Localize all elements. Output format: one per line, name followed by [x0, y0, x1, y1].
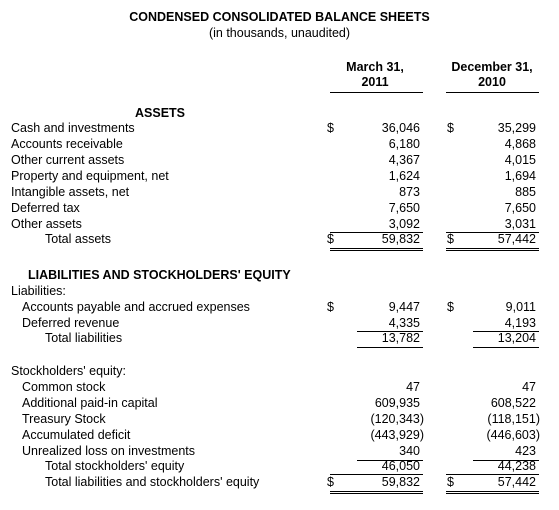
row-label: Other assets: [11, 217, 82, 231]
value-december: (446,603): [486, 428, 540, 442]
column-header-december-line2: 2010: [478, 75, 506, 89]
column-header-march-line2: 2011: [361, 75, 389, 89]
double-rule-december: [446, 491, 539, 492]
column-header-march-underline: [330, 92, 423, 93]
column-header-december-line1: December 31,: [451, 60, 533, 74]
currency-symbol: $: [327, 300, 334, 314]
subtotal-rule-march: [357, 347, 423, 348]
total-assets-label: Total assets: [45, 232, 112, 246]
double-rule-december: [446, 250, 539, 251]
value-march: 9,447: [388, 300, 420, 314]
row-label: Additional paid-in capital: [22, 396, 158, 410]
column-header-march-line1: March 31,: [346, 60, 404, 74]
row-label: Other current assets: [11, 153, 125, 167]
total-liabilities-december: 13,204: [497, 331, 536, 345]
total-equity-label: Total stockholders' equity: [45, 459, 185, 473]
liabilities-subheading: Liabilities:: [11, 284, 66, 298]
row-label: Intangible assets, net: [11, 185, 130, 199]
currency-symbol: $: [327, 232, 334, 246]
value-march: 873: [399, 185, 420, 199]
row-label: Property and equipment, net: [11, 169, 169, 183]
row-label: Cash and investments: [11, 121, 135, 135]
value-december: 1,694: [504, 169, 536, 183]
row-label: Common stock: [22, 380, 106, 394]
value-march: 3,092: [388, 217, 420, 231]
currency-symbol: $: [447, 121, 454, 135]
currency-symbol: $: [327, 475, 334, 489]
value-december: 423: [515, 444, 536, 458]
double-rule-march: [330, 491, 423, 492]
value-december: 9,011: [505, 300, 536, 314]
double-rule-march: [330, 250, 423, 251]
equity-subheading: Stockholders' equity:: [11, 364, 126, 378]
row-label: Treasury Stock: [22, 412, 106, 426]
value-march: 1,624: [388, 169, 420, 183]
value-december: 4,193: [504, 316, 536, 330]
row-label: Deferred tax: [11, 201, 80, 215]
total-assets-march: 59,832: [381, 232, 420, 246]
row-label: Accounts receivable: [11, 137, 123, 151]
subtotal-rule-december: [473, 347, 539, 348]
value-december: 35,299: [497, 121, 536, 135]
double-rule-march: [330, 248, 423, 249]
grand-total-march: 59,832: [381, 475, 420, 489]
currency-symbol: $: [447, 300, 454, 314]
total-assets-december: 57,442: [497, 232, 536, 246]
double-rule-december: [446, 248, 539, 249]
liabilities-heading: LIABILITIES AND STOCKHOLDERS' EQUITY: [28, 268, 291, 282]
value-december: 608,522: [490, 396, 536, 410]
row-label: Accumulated deficit: [22, 428, 131, 442]
value-march: 7,650: [388, 201, 420, 215]
grand-total-label: Total liabilities and stockholders' equity: [45, 475, 260, 489]
value-december: (118,151): [487, 412, 540, 426]
value-march: 36,046: [381, 121, 420, 135]
value-march: 609,935: [374, 396, 420, 410]
total-liabilities-march: 13,782: [381, 331, 420, 345]
value-march: 6,180: [388, 137, 420, 151]
row-label: Deferred revenue: [22, 316, 120, 330]
grand-total-december: 57,442: [497, 475, 536, 489]
total-equity-december: 44,238: [497, 459, 536, 473]
value-march: (120,343): [370, 412, 424, 426]
value-march: (443,929): [370, 428, 424, 442]
value-march: 340: [399, 444, 420, 458]
row-label: Unrealized loss on investments: [22, 444, 195, 458]
assets-heading: ASSETS: [135, 106, 186, 120]
value-december: 885: [515, 185, 536, 199]
value-december: 47: [522, 380, 536, 394]
value-march: 47: [406, 380, 420, 394]
document-title: CONDENSED CONSOLIDATED BALANCE SHEETS: [129, 10, 430, 24]
value-december: 7,650: [504, 201, 536, 215]
value-december: 4,015: [504, 153, 536, 167]
currency-symbol: $: [327, 121, 334, 135]
column-header-december-underline: [446, 92, 539, 93]
total-liabilities-label: Total liabilities: [45, 331, 123, 345]
value-december: 3,031: [504, 217, 536, 231]
value-december: 4,868: [504, 137, 536, 151]
row-label: Accounts payable and accrued expenses: [22, 300, 250, 314]
currency-symbol: $: [447, 232, 454, 246]
currency-symbol: $: [447, 475, 454, 489]
double-rule-march: [330, 493, 423, 494]
document-subtitle: (in thousands, unaudited): [208, 26, 351, 40]
total-equity-march: 46,050: [381, 459, 420, 473]
value-march: 4,367: [388, 153, 420, 167]
value-march: 4,335: [388, 316, 420, 330]
double-rule-december: [446, 493, 539, 494]
